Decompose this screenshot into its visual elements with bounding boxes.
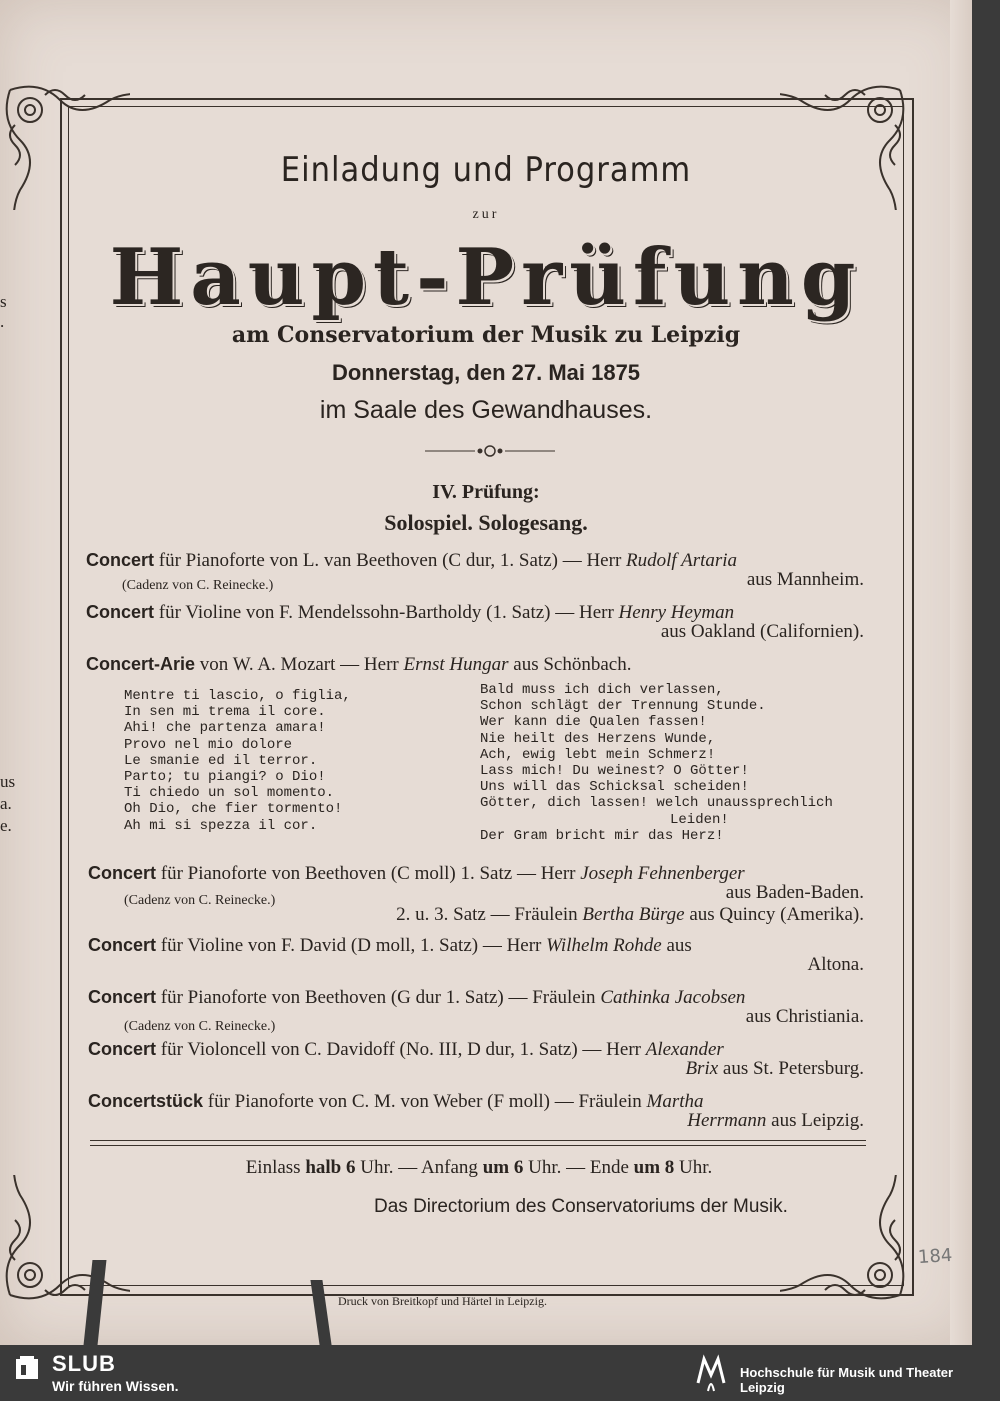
institution-line: am Conservatorium der Musik zu Leipzig [231,322,741,348]
double-rule [90,1140,866,1146]
poem-line: Wer kann die Qualen fassen! [480,714,707,731]
left-fragment: a. [0,794,12,813]
corner-ornament-icon [780,1175,910,1305]
poem-line: In sen mi trema il core. [124,704,326,721]
title-connector: zur [472,207,500,222]
event-place: im Saale des Gewandhauses. [319,396,653,424]
poem-line: Le smanie ed il terror. [124,752,318,769]
corner-ornament-icon [780,80,910,210]
program-item [88,1038,864,1079]
performer-name: Joseph Fehnenberger [580,863,745,884]
performer-name: Rudolf Artaria [626,550,738,571]
exam-number: IV. Prüfung: [432,481,540,503]
performer-name: Ernst Hungar [403,654,509,675]
main-title: Haupt-Prüfung [109,232,863,323]
piece-type: Concertstück [88,1091,204,1111]
piece-description: für Pianoforte von Beethoven (G dur 1. Satz) — Fräulein [156,987,601,1008]
event-date: Donnerstag, den 27. Mai 1875 [331,360,641,385]
left-fragment: e. [0,816,12,835]
corner-ornament-icon [0,80,130,210]
corner-ornament-icon [0,1175,130,1305]
piece-description: für Violine von F. David (D moll, 1. Satz) — Herr [156,935,547,956]
program-item: Concert für Violine von F. David (D moll, 1. Satz) — Herr Wilhelm Rohde aus Altona. [88,935,864,975]
program-item [86,601,864,642]
poem-line: Mentre ti lascio, o figlia, [124,688,351,704]
piece-type: Concert [86,550,155,570]
left-fragment: s [0,292,7,311]
cadenza-note: (Cadenz von C. Reinecke.) [124,1019,276,1034]
poem-line: Schon schlägt der Trennung Stunde. [480,698,766,715]
performer-name: Martha [646,1091,704,1112]
program-item [86,549,864,593]
slub-tagline: Wir führen Wissen. [52,1378,179,1394]
performer-name: Henry Heyman [618,602,735,623]
piece-type: Concert [88,935,157,955]
poem-line: Lass mich! Du weinest? O Götter! [480,763,749,780]
printer-line: Druck von Breitkopf und Härtel in Leipzig. [338,1294,547,1308]
poem-line: Ahi! che partenza amara! [124,720,326,737]
performer-origin: aus Schönbach. [508,654,632,675]
poem-line: Provo nel mio dolore [124,736,293,753]
poem-line: Ti chiedo un sol momento. [124,785,335,802]
piece-type: Concert [86,602,155,622]
poem-line: Uns will das Schicksal scheiden! [480,779,749,796]
piece-description: für Pianoforte von L. van Beethoven (C dur, 1. Satz) — Herr [154,550,627,571]
viewer-footer [0,1345,1000,1401]
program-item [86,653,864,676]
poem-german [480,682,833,844]
piece-type: Concert [88,1039,157,1059]
performer-origin: aus Mannheim. [746,569,864,590]
slub-logo-icon[interactable] [14,1355,40,1381]
poem-line: Leiden! [670,811,729,828]
performer-name: Alexander [645,1039,724,1060]
poem-line: Götter, dich lassen! welch unaussprechlich [480,795,833,812]
performer-origin: aus Oakland (Californien). [660,621,864,642]
signature: Das Directorium des Conservatoriums der Musik. [374,1196,788,1217]
exam-type: Solospiel. Sologesang. [384,510,588,535]
poem-line: Nie heilt des Herzens Wunde, [480,730,716,747]
poem-line: Ah mi si spezza il cor. [124,817,318,834]
piece-type: Concert-Arie [86,654,196,674]
left-fragment: . [0,312,5,331]
poem-line: Bald muss ich dich verlassen, [480,682,724,698]
poem-line: Der Gram bricht mir das Herz! [480,827,724,844]
piece-description: für Violine von F. Mendelssohn-Bartholdy (1. Satz) — Herr [154,602,619,623]
cadenza-note: (Cadenz von C. Reinecke.) [124,893,276,908]
performer-origin: Altona. [807,954,864,975]
performer-name: Bertha Bürge [582,904,685,925]
left-fragment: us [0,772,16,791]
poem-line: Parto; tu piangi? o Dio! [124,769,326,786]
piece-description: für Pianoforte von Beethoven (C moll) 1. Satz — Herr [156,863,581,884]
second-performance: 2. u. 3. Satz — Fräulein Bertha Bürge aus Quincy (Amerika). [396,904,864,925]
performer-origin: Brix aus St. Petersburg. [685,1058,864,1079]
pencil-number: 184 [917,1244,954,1269]
page-edge [950,0,972,1345]
hmt-name[interactable]: Hochschule für Musik und Theater Leipzig [740,1365,954,1395]
performer-origin: aus Baden-Baden. [725,882,864,903]
piece-description: von W. A. Mozart — Herr [195,654,404,675]
poem-italian [124,688,351,834]
program-item [88,986,864,1034]
poem-line: Oh Dio, che fier tormento! [124,801,343,818]
cadenza-note: (Cadenz von C. Reinecke.) [122,578,274,593]
time-schedule: Einlass halb 6 Uhr. — Anfang um 6 Uhr. — Ende um 8 Uhr. [245,1157,713,1178]
piece-type: Concert [88,863,157,883]
performer-name: Wilhelm Rohde [546,935,662,956]
piece-description: für Violoncell von C. Davidoff (No. III, D dur, 1. Satz) — Herr [156,1039,646,1060]
document-title: Einladung und Programm [280,150,692,190]
program-item [88,1090,864,1131]
slub-name[interactable]: SLUB [52,1351,116,1376]
program-item [88,862,864,925]
performer-name: Cathinka Jacobsen [600,987,746,1008]
poem-line: Ach, ewig lebt mein Schmerz! [480,746,716,763]
divider-ornament-icon [420,444,560,458]
performer-origin: aus Christiania. [745,1006,864,1027]
piece-description: für Pianoforte von C. M. von Weber (F moll) — Fräulein [203,1091,647,1112]
performer-origin: Herrmann aus Leipzig. [687,1110,864,1131]
hmt-logo-icon[interactable] [694,1353,728,1393]
piece-type: Concert [88,987,157,1007]
